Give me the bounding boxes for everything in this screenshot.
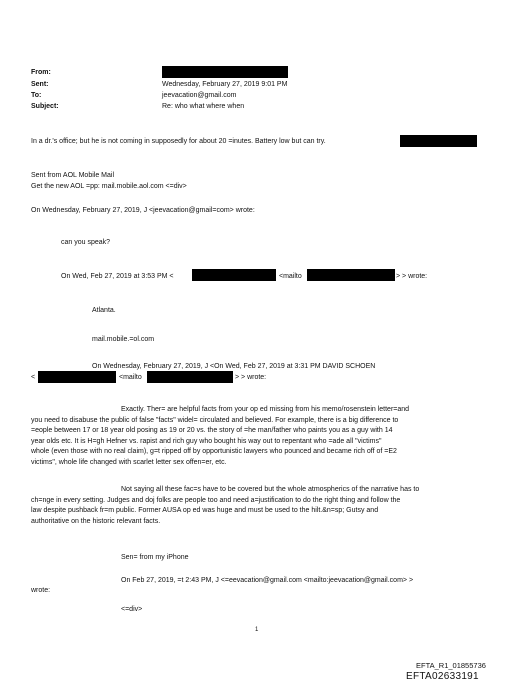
paragraph-line: Not saying all these fac=s have to be covered but the whole atmospherics of the narrative has to: [121, 486, 420, 493]
signature-line: Sen= from my iPhone: [121, 554, 189, 561]
to-label: To:: [31, 92, 42, 99]
div-tag-text: <=div>: [121, 606, 143, 613]
quote-header: On Feb 27, 2019, =t 2:43 PM, J <=eevacation@gmail.com <mailto:jeevacation@gmail.com> >: [121, 577, 414, 584]
mailto-text: <mailto: [119, 374, 142, 381]
from-label: From:: [31, 69, 51, 76]
wrote-text: > > wrote:: [396, 273, 428, 280]
paragraph-line: Exactly. Ther= are helpful facts from your op ed missing from his memo/rosenstein letter=and: [121, 406, 410, 413]
quote-header: On Wednesday, February 27, 2019, J <jeevacation@gmail=com> wrote:: [31, 207, 255, 214]
quoted-text: can you speak?: [61, 239, 111, 246]
signature-line: Get the new AOL =pp: mail.mobile.aol.com <=div>: [31, 183, 187, 190]
redacted-email: [192, 269, 276, 281]
paragraph-line: year olds etc. It is H=gh Hefner vs. rapist and rich guy who bought his way out to repentant who =ade all "victims": [31, 437, 382, 445]
wrote-text: wrote:: [31, 587, 51, 594]
signature-line: Sent from AOL Mobile Mail: [31, 172, 114, 179]
page-number: 1: [255, 627, 259, 633]
paragraph-line: law despite pushback fr=m public. Former AUSA op ed was huge and must be used to the hilt.&n=sp; Gutsy and: [31, 507, 379, 514]
bates-id-small: EFTA_R1_01855736: [416, 661, 486, 670]
sent-value: Wednesday, February 27, 2019 9:01 PM: [162, 81, 288, 88]
lt-char: <: [31, 374, 36, 381]
subject-value: Re: who what where when: [162, 103, 245, 110]
paragraph: [31, 485, 419, 527]
quote-header: On Wed, Feb 27, 2019 at 3:53 PM <: [61, 273, 174, 280]
paragraph-line: victims", whole life changed with scarlet letter sex offen=er, etc.: [31, 458, 227, 466]
paragraph-line: whole (even those with no real claim), g=t ripped off by opportunistic lawyers who pounced and became rich off of =E2: [31, 448, 397, 455]
paragraph: [31, 405, 409, 468]
mailto-text: <mailto: [279, 273, 302, 280]
paragraph-line: you need to disabuse the public of false "facts" widel= circulated and believed. For example, there is a big difference to: [31, 416, 399, 424]
paragraph-line: =eople between 17 or 18 year old posing as 19 or 20 vs. the story of =he man/father who paints you as a guy with 14: [31, 427, 393, 434]
redacted-sender: [162, 66, 288, 78]
redacted-email: [147, 371, 233, 383]
paragraph-line: ch=nge in every setting. Judges and doj folks are people too and need a=justification to do the right thing and follow the: [31, 496, 401, 504]
paragraph-line: authoritative on the historic relevant facts.: [31, 517, 161, 525]
bates-id-large: EFTA02633191: [406, 671, 479, 682]
redacted-email: [307, 269, 395, 281]
subject-label: Subject:: [31, 103, 59, 110]
redacted-email: [38, 371, 116, 383]
quoted-text: Atlanta.: [92, 307, 116, 314]
redacted-block: [400, 135, 477, 147]
message-line: In a dr.'s office; but he is not coming in supposedly for about 20 =inutes. Battery low but can try.: [31, 138, 326, 145]
sent-label: Sent:: [31, 81, 49, 88]
quote-header: On Wednesday, February 27, 2019, J <On Wed, Feb 27, 2019 at 3:31 PM DAVID SCHOEN: [92, 363, 376, 370]
to-value: jeevacation@gmail.com: [162, 92, 237, 99]
wrote-text: > > wrote:: [235, 374, 267, 381]
quoted-text: mail.mobile.=ol.com: [92, 336, 155, 343]
